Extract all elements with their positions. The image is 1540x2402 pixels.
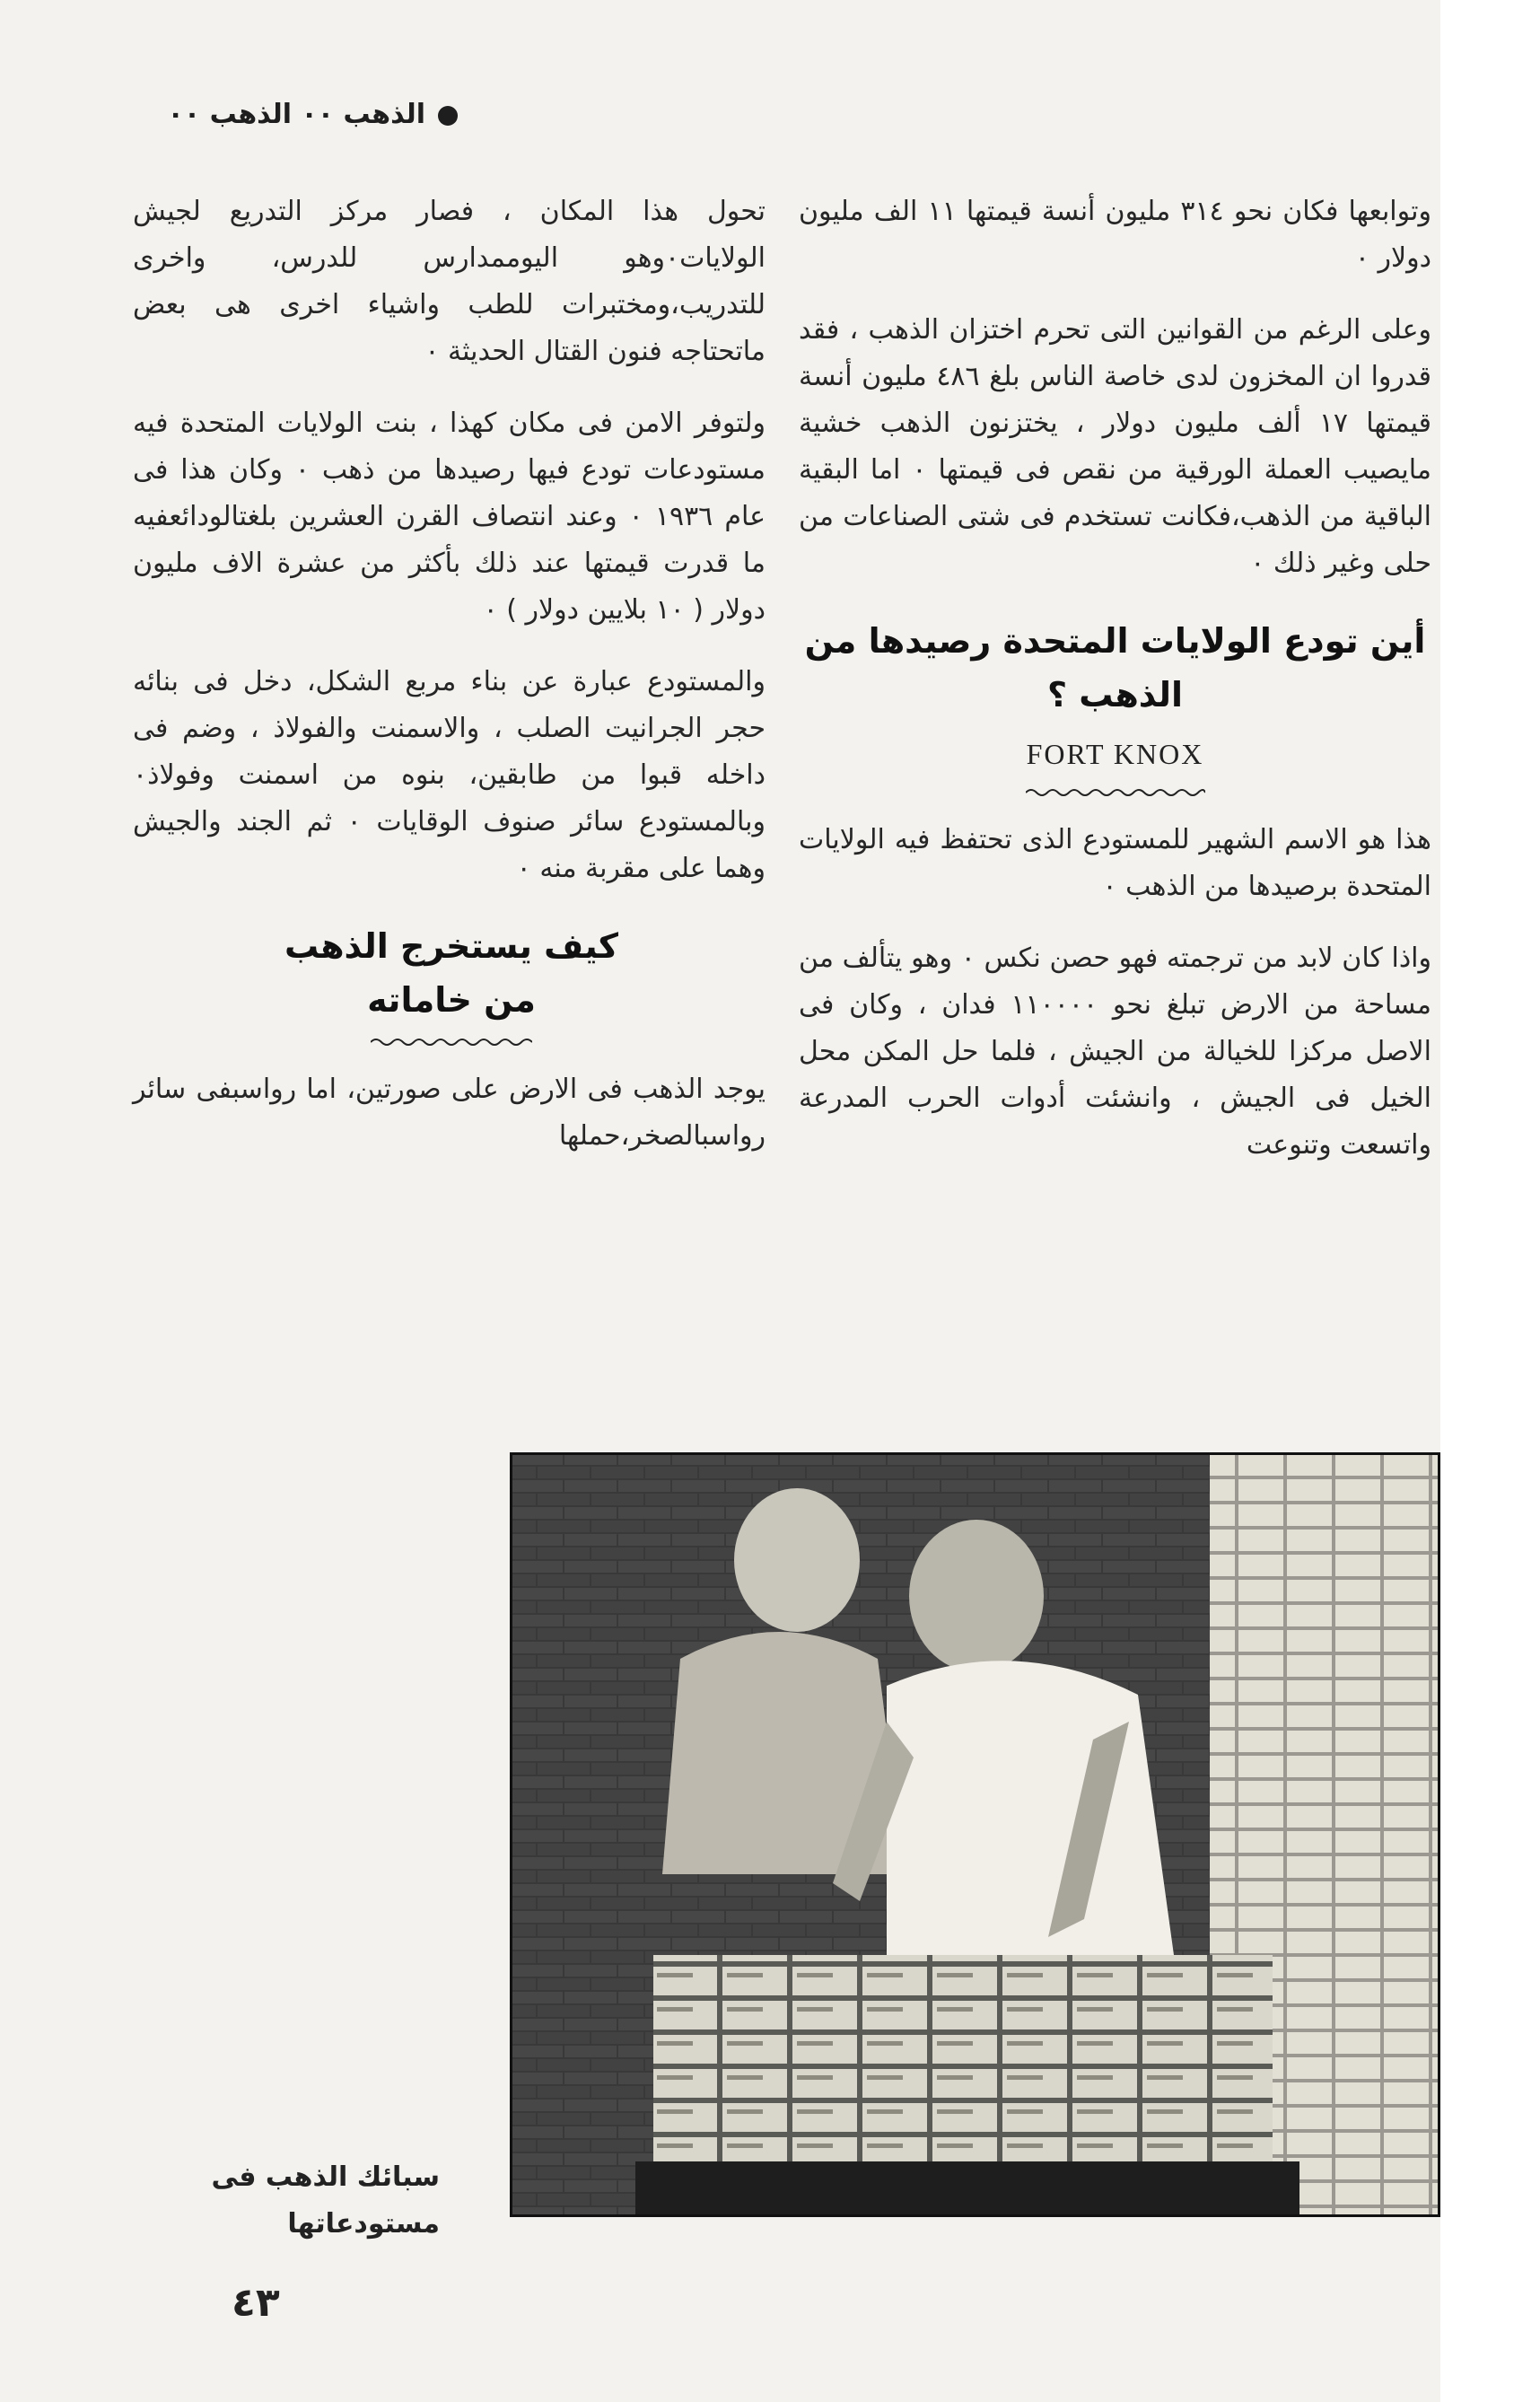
paragraph: هذا هو الاسم الشهير للمستودع الذى تحتفظ فيه الولايات المتحدة برصيدها من الذهب ٠ [799,824,1431,902]
running-head-text: الذهب ٠٠ الذهب ٠٠ [167,99,425,130]
paragraph: ولتوفر الامن فى مكان كهذا ، بنت الولايات المتحدة فيه مستودعات تودع فيها رصيدها من ذهب ٠ وكان هذا فى عام ١٩٣٦ ٠ وعند انتصاف القرن العشرين بلغتالودائعفيه ما قدرت قيمتها عند ذلك بأكثر من عشرة الاف مليون دولار ( ١٠ بلايين دولار ) ٠ [133,408,766,626]
paragraph: وتوابعها فكان نحو ٣١٤ مليون أنسة قيمتها ١١ الف مليون دولار ٠ [799,196,1431,274]
section-subheading: FORT KNOX [1026,738,1204,770]
paragraph: وعلى الرغم من القوانين التى تحرم اختزان الذهب ، فقد قدروا ان المخزون لدى خاصة الناس بلغ ٤٨٦ مليون أنسة قيمتها ١٧ ألف مليون دولار ، يختزنون الذهب خشية مايصيب العملة الورقية من نقص فى قيمتها ٠ اما البقية الباقية من الذهب،فكانت تستخدم فى شتى الصناعات من حلى وغير ذلك ٠ [799,314,1432,579]
page-margin [1440,0,1540,2402]
running-head [135,99,458,130]
bullet-icon [438,106,458,126]
paragraph: واذا كان لابد من ترجمته فهو حصن نكس ٠ وهو يتألف من مساحة من الارض تبلغ نحو ١١٠٠٠٠ فدان ، وكان فى الاصل مركزا للخيالة من الجيش ، فلما حل المكن محل الخيل فى الجيش ، وانشئت أدوات الحرب المدرعة واتسعت وتنوعت [799,942,1431,1161]
gold-bars-illustration [510,1452,1440,2217]
right-column [799,188,1431,1194]
paragraph: يوجد الذهب فى الارض على صورتين، اما رواسبفى سائر رواسبالصخر،حملها [133,1074,766,1152]
gold-bars-photo [510,1452,1440,2217]
wavy-divider-icon [1026,786,1205,799]
section-heading: كيف يستخرج الذهب من خاماته [284,926,618,1020]
page-number: ٤٣ [232,2280,280,2326]
left-column [133,188,766,1185]
paragraph: تحول هذا المكان ، فصار مركز التدريع لجيش الولايات٠وهو اليوممدارس للدرس، واخرى للتدريب،ومختبرات للطب واشياء اخرى هى بعض ماتحتاجه فنون القتال الحديثة ٠ [133,196,766,367]
paragraph: والمستودع عبارة عن بناء مربع الشكل، دخل فى بنائه حجر الجرانيت الصلب ، والاسمنت والفولاذ ، وضم فى داخله قبوا من طابقين، بنوه من اسمنت وفولاذ٠ وبالمستودع سائر صنوف الوقايات ٠ ثم الجند والجيش وهما على مقربة منه ٠ [133,666,766,884]
wavy-divider-icon [371,1036,532,1048]
section-heading: أين تودع الولايات المتحدة رصيدها من الذهب ؟ [804,621,1426,714]
photo-caption: سبائك الذهب فى مستودعاتها [211,2161,440,2240]
